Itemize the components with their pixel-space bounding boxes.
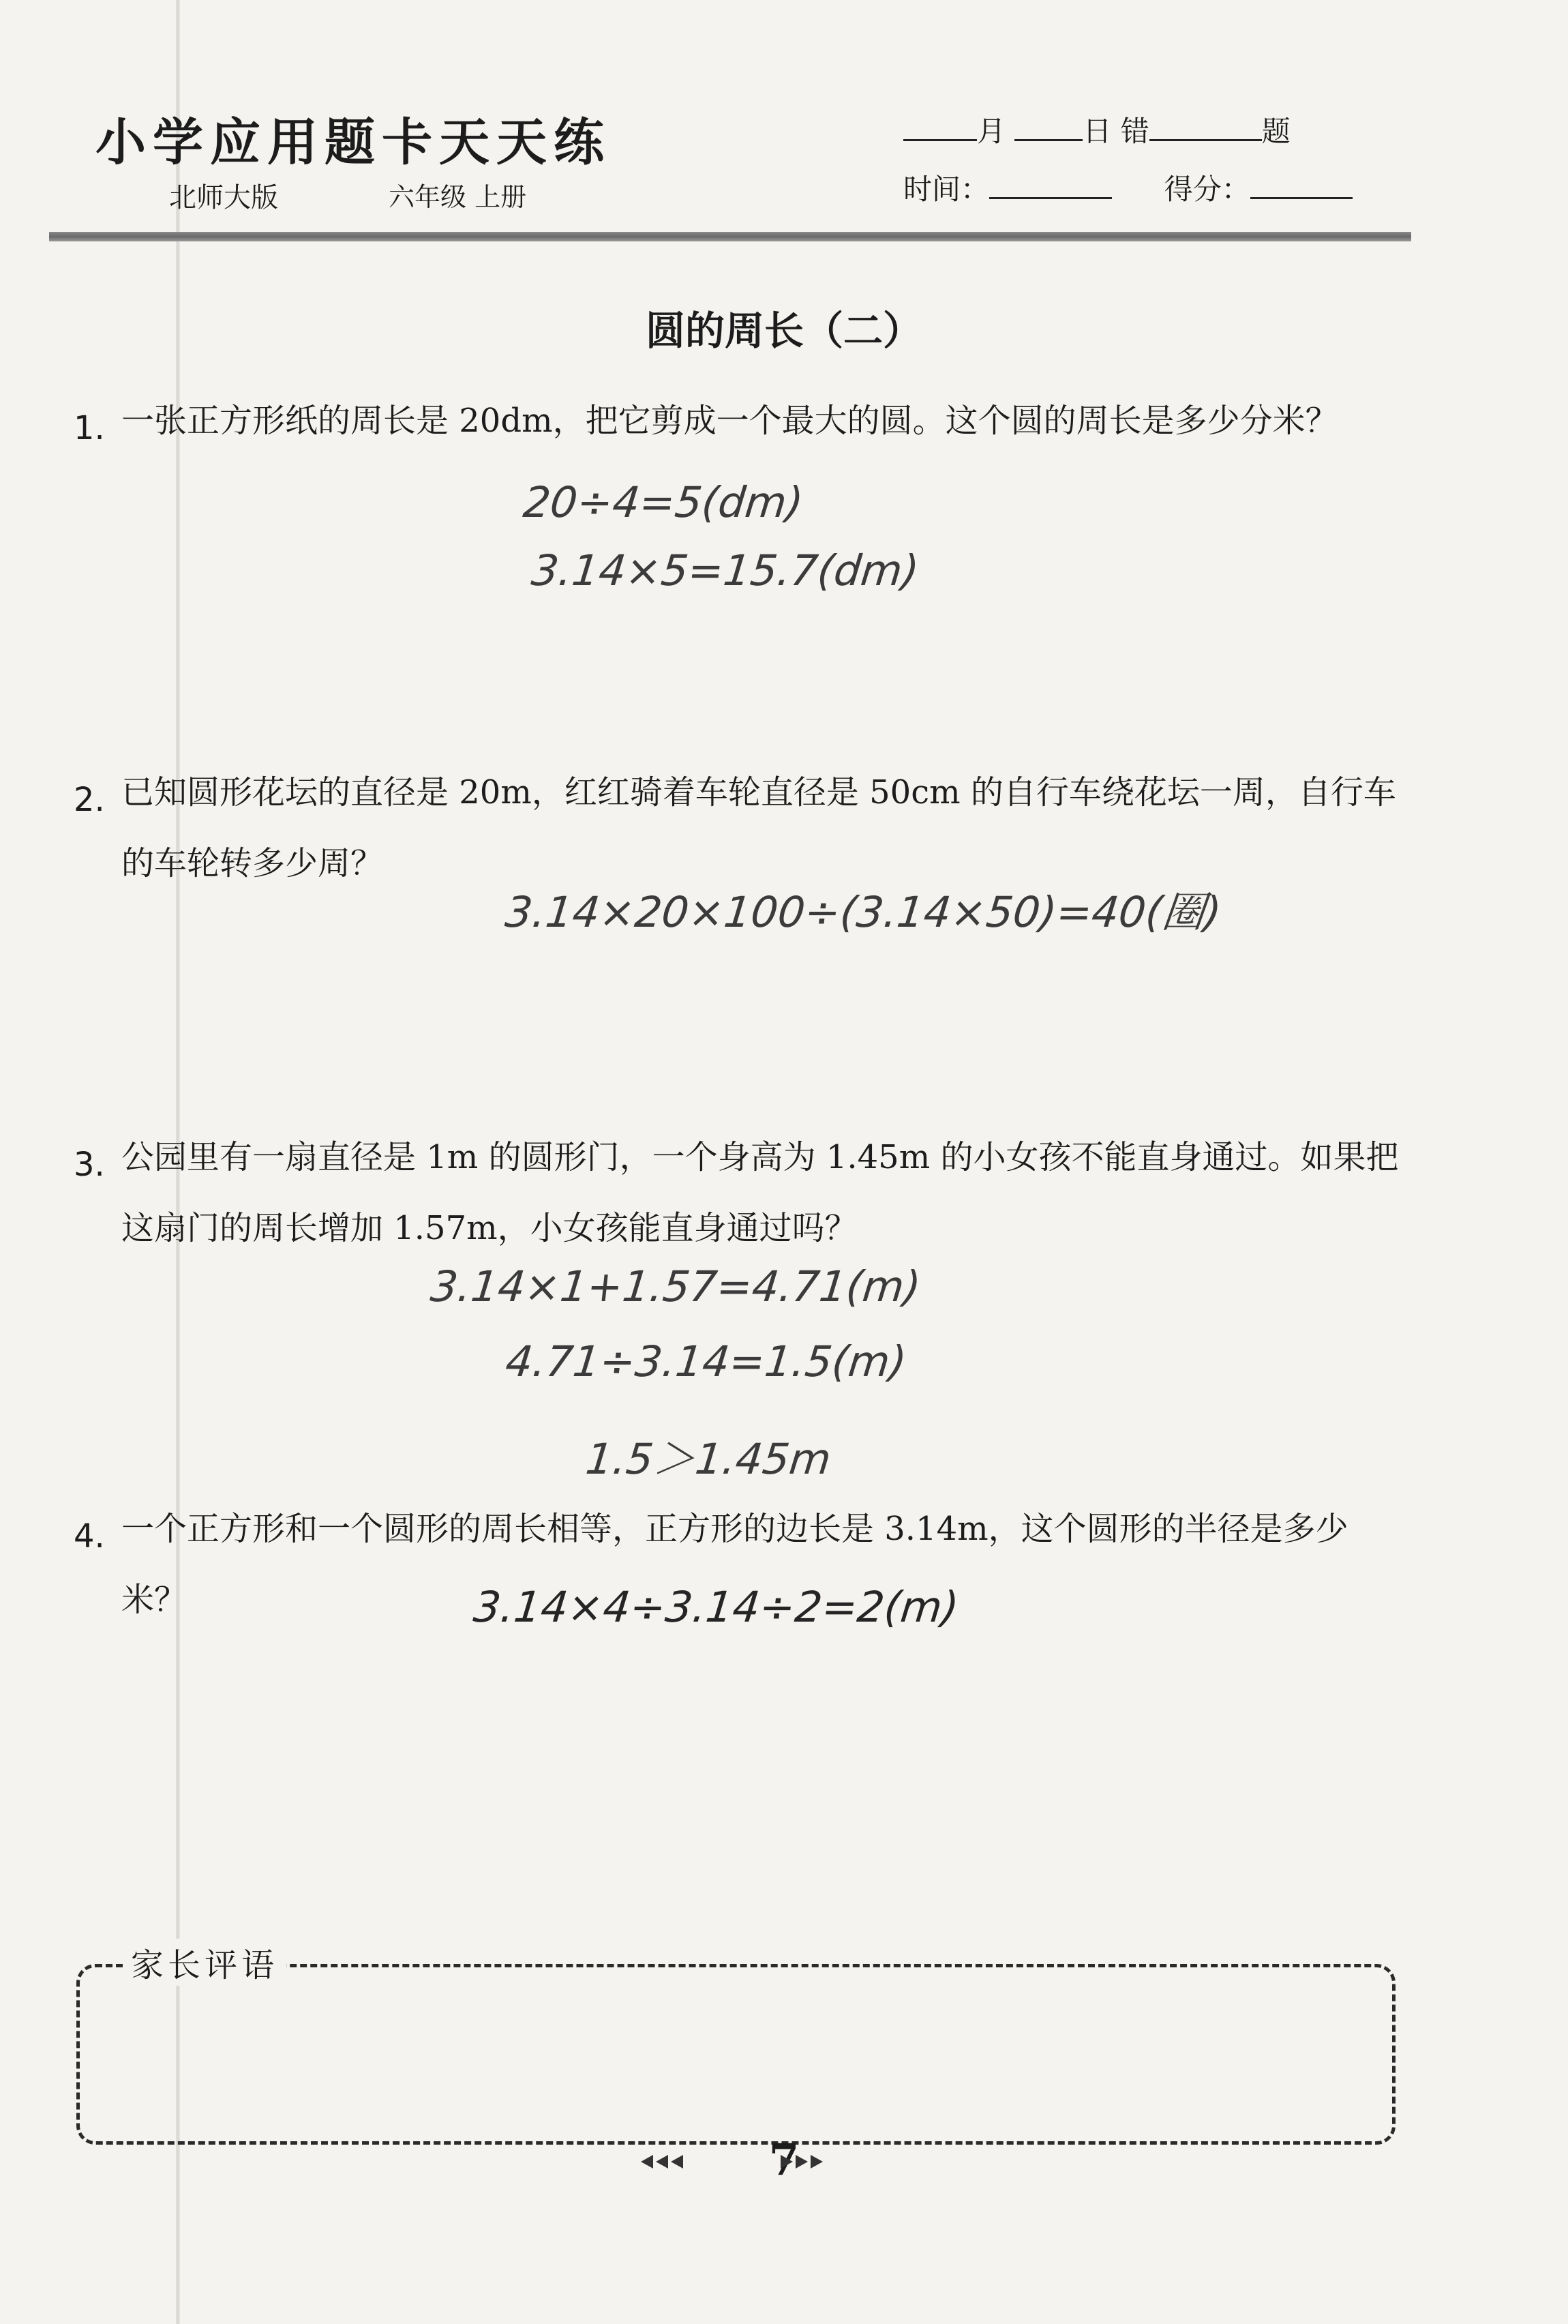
handwritten-answer: 3.14×5=15.7(dm) <box>529 546 922 595</box>
wrong-label: 错 <box>1120 115 1149 148</box>
wrong-count-blank[interactable] <box>1149 112 1262 141</box>
question-number: 4. <box>74 1517 105 1555</box>
grade-label: 六年级 上册 <box>389 182 527 212</box>
question-number: 2. <box>74 781 105 819</box>
day-label: 日 <box>1083 115 1112 148</box>
time-label: 时间： <box>903 173 990 206</box>
time-score-row <box>903 167 1353 208</box>
date-error-row <box>903 109 1291 150</box>
handwritten-answer: 3.14×20×100÷(3.14×50)=40(圈) <box>502 887 1224 937</box>
bleed-through <box>82 675 113 720</box>
parent-comment-label: 家长评语 <box>123 1939 286 1986</box>
header-rule <box>49 232 1411 241</box>
score-label: 得分： <box>1164 173 1250 206</box>
month-blank[interactable] <box>903 112 977 141</box>
question-text: 一张正方形纸的周长是 20dm，把它剪成一个最大的圆。这个圆的周长是多少分米？ <box>121 402 1338 440</box>
question-text: 公园里有一扇直径是 1m 的圆形门，一个身高为 1.45m 的小女孩不能直身通过。如果把这扇门的周长增加 1.57m，小女孩能直身通过吗？ <box>121 1138 1399 1247</box>
handwritten-answer: 3.14×1+1.57=4.71(m) <box>428 1262 924 1311</box>
question-number: 3. <box>74 1146 105 1184</box>
edition-label: 北师大版 <box>169 182 278 213</box>
parent-comment-box[interactable] <box>76 1964 1396 2145</box>
lesson-title: 圆的周长（二） <box>645 308 922 354</box>
handwritten-answer: 1.5＞1.45m <box>583 1434 834 1484</box>
right-arrows-icon <box>781 2155 826 2171</box>
score-blank[interactable] <box>1250 170 1353 199</box>
time-blank[interactable] <box>989 170 1112 199</box>
page-number: 7 <box>768 2134 800 2186</box>
question-text: 一个正方形和一个圆形的周长相等，正方形的边长是 3.14m，这个圆形的半径是多少米？ <box>121 1510 1348 1619</box>
day-blank[interactable] <box>1014 112 1083 141</box>
question-label: 题 <box>1261 115 1291 148</box>
series-title: 小学应用题卡天天练 <box>95 113 611 172</box>
question-number: 1. <box>74 409 105 447</box>
handwritten-answer: 4.71÷3.14=1.5(m) <box>503 1337 909 1386</box>
handwritten-answer: 20÷4=5(dm) <box>521 477 806 527</box>
question-text: 已知圆形花坛的直径是 20m，红红骑着车轮直径是 50cm 的自行车绕花坛一周，自行车的车轮转多少周？ <box>121 773 1396 882</box>
handwritten-answer: 3.14×4÷3.14÷2=2(m) <box>471 1582 961 1632</box>
month-label: 月 <box>977 115 1006 148</box>
